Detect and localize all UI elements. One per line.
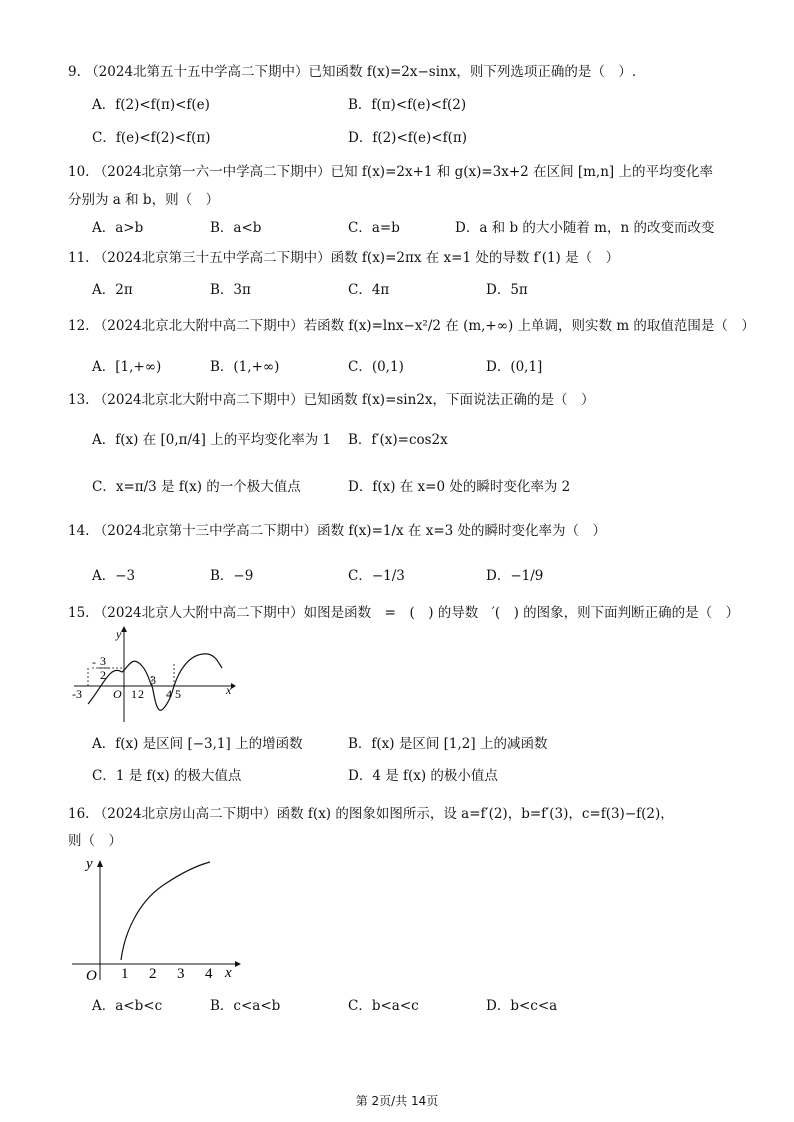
tick-label-3: 3 xyxy=(150,673,156,687)
option-b[interactable]: B．a<b xyxy=(210,220,262,236)
tick-label-2: 2 xyxy=(149,966,157,982)
question-11 xyxy=(68,248,619,268)
tick-label-neg32-numerator: 3 xyxy=(100,654,106,668)
option-d[interactable]: D．b<c<a xyxy=(486,998,558,1014)
option-a[interactable]: A．f(x) 在 [0,π/4] 上的平均变化率为 1 xyxy=(92,432,332,448)
tick-label-neg32-minus: - xyxy=(92,655,96,669)
option-b[interactable]: B．3π xyxy=(210,282,251,298)
question-9 xyxy=(68,62,636,82)
option-c[interactable]: C．1 是 f(x) 的极大值点 xyxy=(92,768,242,784)
x-axis-label: x xyxy=(226,683,232,697)
question-text: （2024北第五十五中学高二下期中）已知函数 f(x)=2x−sinx，则下列选项正确的是（ ）. xyxy=(85,64,637,80)
figure-15-derivative-graph xyxy=(68,624,238,726)
option-c[interactable]: C．x=π/3 是 f(x) 的一个极大值点 xyxy=(92,479,301,495)
option-c[interactable]: C．(0,1) xyxy=(348,359,404,375)
option-d[interactable]: D．f(x) 在 x=0 处的瞬时变化率为 2 xyxy=(348,479,571,495)
tick-label-4: 4 xyxy=(166,687,172,701)
origin-label: O xyxy=(86,968,97,984)
y-axis-label: y xyxy=(116,627,122,641)
question-text-continued: 分别为 a 和 b，则（ ） xyxy=(68,192,220,208)
x-axis-arrow xyxy=(235,961,241,967)
option-d[interactable]: D．a 和 b 的大小随着 m，n 的改变而改变 xyxy=(455,220,715,236)
option-b[interactable]: B．f(π)<f(e)<f(2) xyxy=(348,97,467,113)
tick-label-2: 2 xyxy=(138,687,144,701)
question-text: （2024北京人大附中高二下期中）如图是函数 = ( ) 的导数 ′( ) 的图象，则下面判断正确的是（ ） xyxy=(93,605,740,621)
tick-label-neg3: -3 xyxy=(72,687,82,701)
option-a[interactable]: A．f(x) 是区间 [−3,1] 上的增函数 xyxy=(92,736,303,752)
option-c[interactable]: C．−1/3 xyxy=(348,568,405,584)
question-text: （2024北京北大附中高二下期中）若函数 f(x)=lnx−x²/2 在 (m,+∞) 上单调，则实数 m 的取值范围是（ ） xyxy=(93,318,755,334)
tick-label-neg32-denominator: 2 xyxy=(100,668,106,682)
question-text: （2024北京第三十五中学高二下期中）函数 f(x)=2πx 在 x=1 处的导数 f′(1) 是（ ） xyxy=(93,250,620,266)
tick-label-5: 5 xyxy=(175,687,181,701)
tick-label-3: 3 xyxy=(177,966,185,982)
tick-label-1: 1 xyxy=(131,687,137,701)
x-axis-label: x xyxy=(225,965,232,981)
option-c[interactable]: C．b<a<c xyxy=(348,998,419,1014)
option-d[interactable]: D．4 是 f(x) 的极小值点 xyxy=(348,768,498,784)
page-footer: 第 2页/共 14页 xyxy=(355,1094,439,1108)
question-number: 14. xyxy=(68,523,90,539)
question-text: （2024北京第一六一中学高二下期中）已知 f(x)=2x+1 和 g(x)=3x+2 在区间 [m,n] 上的平均变化率 xyxy=(93,164,713,180)
figure-16-function-graph xyxy=(70,850,245,985)
question-10 xyxy=(68,162,713,182)
option-a[interactable]: A．a<b<c xyxy=(92,998,163,1014)
option-d[interactable]: D．−1/9 xyxy=(486,568,544,584)
question-15 xyxy=(68,603,739,623)
option-a[interactable]: A．[1,+∞) xyxy=(92,359,162,375)
question-number: 10. xyxy=(68,164,90,180)
question-number: 9. xyxy=(68,64,81,80)
tick-label-4: 4 xyxy=(205,966,213,982)
y-axis-arrow xyxy=(121,626,127,632)
question-number: 15. xyxy=(68,605,90,621)
option-a[interactable]: A．2π xyxy=(92,282,133,298)
option-a[interactable]: A．f(2)<f(π)<f(e) xyxy=(92,97,210,113)
question-14 xyxy=(68,521,606,541)
y-axis-arrow xyxy=(97,860,103,867)
option-b[interactable]: B．f′(x)=cos2x xyxy=(348,432,448,448)
origin-label: O xyxy=(113,687,122,701)
option-a[interactable]: A．−3 xyxy=(92,568,136,584)
question-13 xyxy=(68,390,595,410)
option-b[interactable]: B．f(x) 是区间 [1,2] 上的减函数 xyxy=(348,736,548,752)
function-curve xyxy=(121,862,210,960)
option-b[interactable]: B．(1,+∞) xyxy=(210,359,280,375)
option-a[interactable]: A．a>b xyxy=(92,220,144,236)
question-text-continued: 则（ ） xyxy=(68,833,122,849)
question-number: 12. xyxy=(68,318,90,334)
option-b[interactable]: B．−9 xyxy=(210,568,254,584)
option-d[interactable]: D．(0,1] xyxy=(486,359,543,375)
tick-label-1: 1 xyxy=(121,966,129,982)
y-axis-label: y xyxy=(86,856,93,872)
question-text: （2024北京第十三中学高二下期中）函数 f(x)=1/x 在 x=3 处的瞬时变化率为（ ） xyxy=(93,523,607,539)
question-number: 13. xyxy=(68,392,90,408)
question-16 xyxy=(68,804,674,824)
option-d[interactable]: D．f(2)<f(e)<f(π) xyxy=(348,130,467,146)
option-c[interactable]: C．f(e)<f(2)<f(π) xyxy=(92,130,211,146)
question-12 xyxy=(68,316,755,336)
option-d[interactable]: D．5π xyxy=(486,282,528,298)
option-c[interactable]: C．4π xyxy=(348,282,390,298)
question-number: 16. xyxy=(68,806,90,822)
question-text: （2024北京房山高二下期中）函数 f(x) 的图象如图所示，设 a=f′(2)，b=f′(3)，c=f(3)−f(2)， xyxy=(93,806,674,822)
x-axis-arrow xyxy=(231,683,236,689)
question-text: （2024北京北大附中高二下期中）已知函数 f(x)=sin2x，下面说法正确的是（ ） xyxy=(93,392,595,408)
option-c[interactable]: C．a=b xyxy=(348,220,400,236)
question-number: 11. xyxy=(68,250,90,266)
option-b[interactable]: B．c<a<b xyxy=(210,998,281,1014)
